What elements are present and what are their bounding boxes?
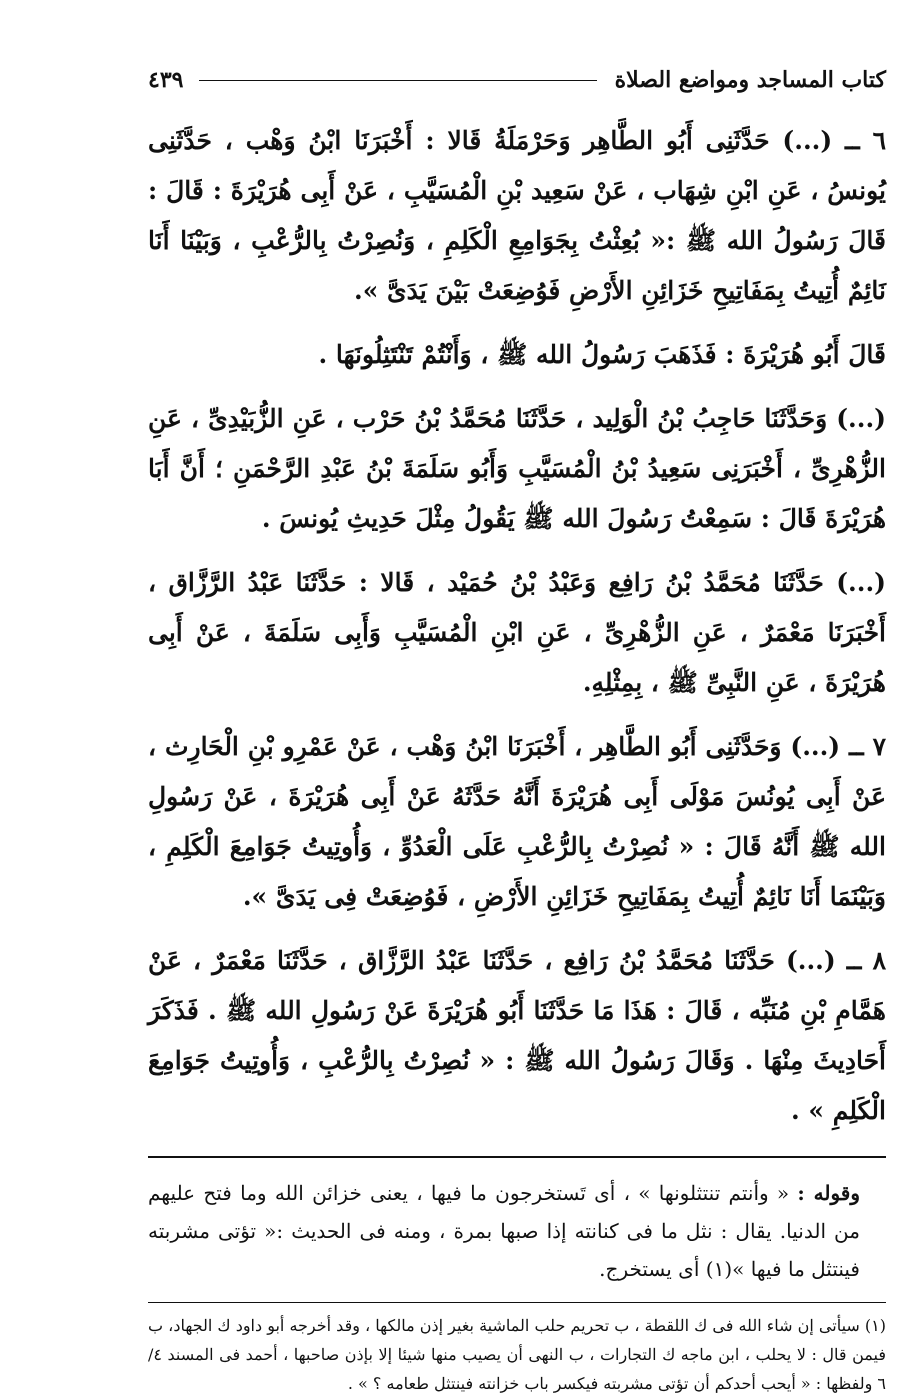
- commentary-text: « وأنتم تنتثلونها » ، أى تَستخرجون ما فيها ، يعنى خزائن الله وما فتح عليهم من الدنيا. يقال : نثل ما فى كنانته إذا صبها بمرة ، ومنه فى الحديث :« تؤتى مشربته فينتثل ما فيها »(١) أى يستخرج.: [148, 1181, 860, 1281]
- hadith-paragraph-6: ٦ ــ (...) حَدَّثَنِى أَبُو الطَّاهِر وَحَرْمَلَةُ قَالا : أَخْبَرَنَا ابْنُ وَهْب ، حَدَّثَنِى يُونسُ ، عَنِ ابْنِ شِهَاب ، عَنْ سَعِيد بْنِ الْمُسَيَّبِ ، عَنْ أَبِى هُرَيْرَةَ : قَالَ : قَالَ رَسُولُ الله ﷺ :« بُعِثْتُ بِجَوَامِعِ الْكَلِمِ ، وَنُصِرْتُ بِالرُّعْبِ ، وَبَيْنَا أَنَا نَائِمٌ أُتِيتُ بِمَفَاتِيحِ خَزَائِنِ الأَرْضِ فَوُضِعَتْ بَيْنَ يَدَىَّ ».: [148, 126, 886, 305]
- chain-paragraph-hajib: (...) وَحَدَّثَنَا حَاجِبُ بْنُ الْوَلِيد ، حَدَّثَنَا مُحَمَّدُ بْنُ حَرْب ، عَنِ الزُّبَيْدِىِّ ، عَنِ الزُّهْرِىِّ ، أَخْبَرَنِى سَعِيدُ بْنُ الْمُسَيَّبِ وَأَبُو سَلَمَةَ بْنُ عَبْدِ الرَّحْمَنِ ؛ أَنَّ أَبَا هُرَيْرَةَ قَالَ : سَمِعْتُ رَسُولَ الله ﷺ يَقُولُ مِثْلَ حَدِيثِ يُونسَ .: [148, 404, 886, 533]
- commentary-divider: [148, 1156, 886, 1158]
- hadith-paragraph-7: ٧ ــ (...) وَحَدَّثَنِى أَبُو الطَّاهِر ، أَخْبَرَنَا ابْنُ وَهْب ، عَنْ عَمْرِو بْنِ الْحَارِث ، عَنْ أَبِى يُونُسَ مَوْلَى أَبِى هُرَيْرَةَ أَنَّهُ حَدَّثَهُ عَنْ أَبِى هُرَيْرَةَ ، عَنْ رَسُولِ الله ﷺ أَنَّهُ قَالَ : « نُصِرْتُ بِالرُّعْبِ عَلَى الْعَدُوِّ ، وَأُوتِيتُ جَوَامِعَ الْكَلِمِ ، وَبَيْنَمَا أَنَا نَائِمٌ أُتِيتُ بِمَفَاتِيحِ خَزَائِنِ الأَرْضِ ، فَوُضِعَتْ فِى يَدَىَّ ».: [148, 732, 886, 911]
- hadith-paragraph-8: ٨ ــ (...) حَدَّثَنَا مُحَمَّدُ بْنُ رَافِع ، حَدَّثَنَا عَبْدُ الرَّزَّاق ، حَدَّثَنَا مَعْمَرٌ ، عَنْ هَمَّامِ بْنِ مُنَبِّه ، قَالَ : هَذَا مَا حَدَّثَنَا أَبُو هُرَيْرَةَ عَنْ رَسُولِ الله ﷺ . فَذَكَرَ أَحَادِيثَ مِنْهَا . وَقَالَ رَسُولُ الله ﷺ : « نُصِرْتُ بِالرُّعْبِ ، وَأُوتِيتُ جَوَامِعَ الْكَلِمِ » .: [148, 946, 886, 1125]
- chapter-title: كتاب المساجد ومواضع الصلاة: [614, 67, 886, 93]
- running-header: [148, 58, 886, 102]
- footnote-divider: [148, 1302, 886, 1303]
- document-page: [148, 58, 886, 1393]
- hadith-text: [148, 116, 886, 1136]
- chain-paragraph-muhammad-bin-rafi: (...) حَدَّثَنَا مُحَمَّدُ بْنُ رَافِع وَعَبْدُ بْنُ حُمَيْد ، قَالا : حَدَّثَنَا عَبْدُ الرَّزَّاق ، أَخْبَرَنَا مَعْمَرٌ ، عَنِ الزُّهْرِىِّ ، عَنِ ابْنِ الْمُسَيَّبِ وَأَبِى سَلَمَةَ ، عَنْ أَبِى هُرَيْرَةَ ، عَنِ النَّبِىِّ ﷺ ، بِمِثْلِهِ.: [148, 568, 886, 697]
- footnote-1: (١) سيأتى إن شاء الله فى ك اللقطة ، ب تحريم حلب الماشية بغير إذن مالكها ، وقد أخرجه أبو داود ك الجهاد، ب فيمن قال : لا يحلب ، ابن ماجه ك التجارات ، ب النهى أن يصيب منها شيئا إلا بإذن صاحبها ، أحمد فى المسند ٤/ ٦ ولفظها : « أيحب أحدكم أن تؤتى مشربته فيكسر باب خزانته فينتثل طعامه ؟ » .: [148, 1316, 886, 1393]
- narrator-comment-paragraph: قَالَ أَبُو هُرَيْرَةَ : فَذَهَبَ رَسُولُ الله ﷺ ، وَأَنْتُمْ تَنْتَثِلُونَهَا .: [318, 340, 886, 369]
- commentary-lead: وقوله :: [797, 1181, 860, 1205]
- commentary-paragraph: [148, 1174, 886, 1288]
- page-number: ٤٣٩: [148, 67, 184, 93]
- header-rule: [199, 80, 596, 81]
